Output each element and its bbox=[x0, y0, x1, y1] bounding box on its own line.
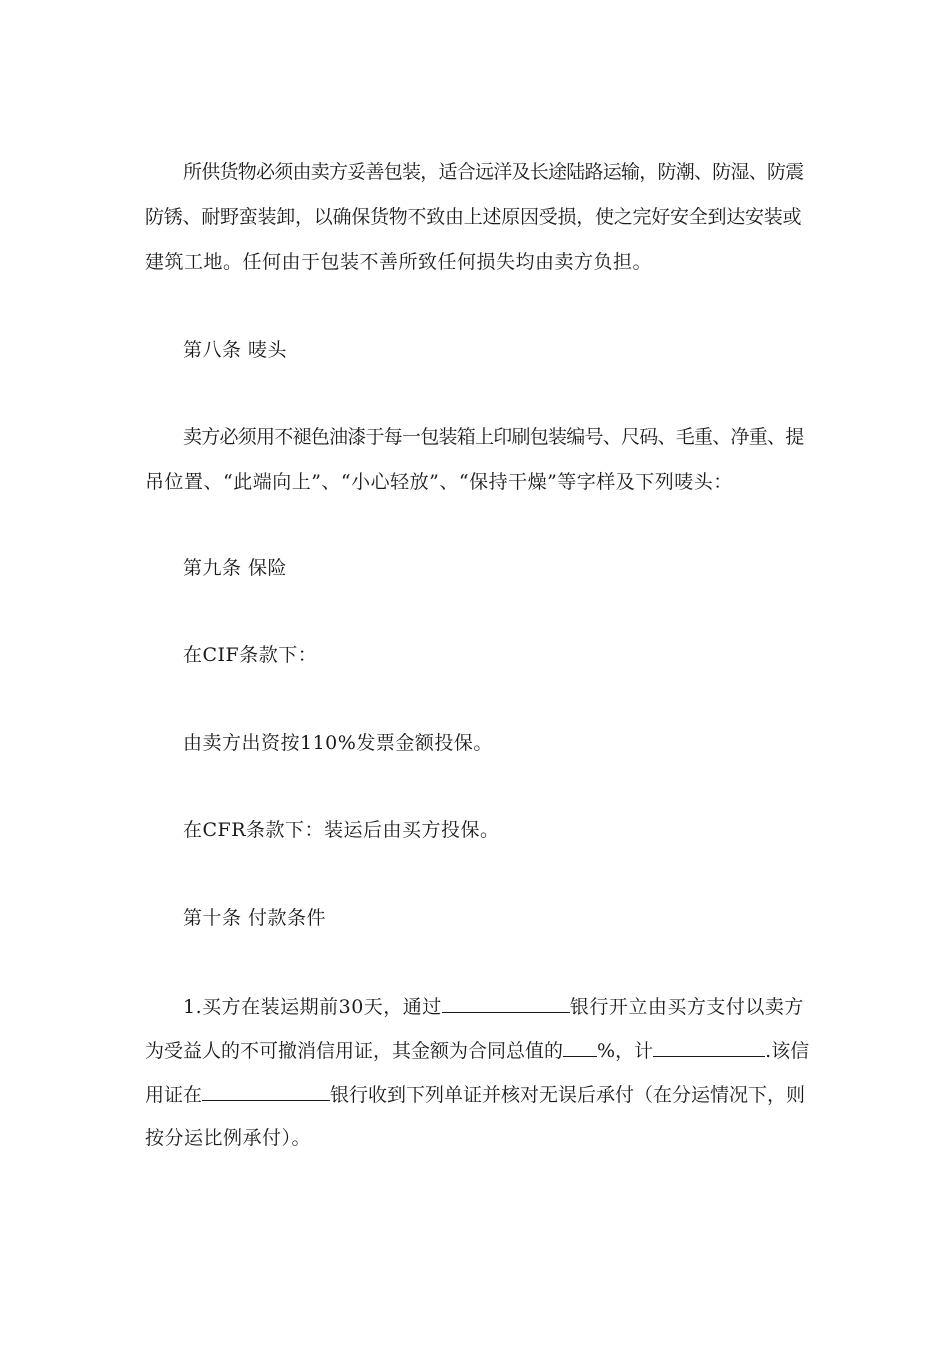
payment-text-g: 银行收到下列单证并核对无误后承付（在分运情况下，则 bbox=[330, 1084, 806, 1106]
percent-blank bbox=[563, 1038, 597, 1057]
packing-line-2: 防锈、耐野蛮装卸，以确保货物不致由上述原因受损，使之完好安全到达安装或 bbox=[145, 206, 802, 228]
payment-text-d: %，计 bbox=[597, 1040, 654, 1062]
article-10-heading: 第十条 付款条件 bbox=[183, 907, 327, 929]
article-8-line-1: 卖方必须用不褪色油漆于每一包装箱上印刷包装编号、尺码、毛重、净重、提 bbox=[183, 426, 804, 448]
cif-label: 在CIF条款下： bbox=[183, 644, 318, 666]
cfr-text: 在CFR条款下：装运后由买方投保。 bbox=[183, 819, 500, 841]
payment-line-2 bbox=[145, 1038, 809, 1063]
amount-blank bbox=[653, 1038, 765, 1057]
payment-line-1 bbox=[183, 994, 809, 1019]
payment-text-a: 1.买方在装运期前30天，通过 bbox=[183, 996, 442, 1018]
article-8-line-2: 吊位置、“此端向上”、“小心轻放”、“保持干燥”等字样及下列唛头： bbox=[145, 471, 733, 493]
article-8-heading: 第八条 唛头 bbox=[183, 339, 288, 361]
payment-line-4: 按分运比例承付）。 bbox=[145, 1127, 312, 1149]
payment-line-3 bbox=[145, 1082, 809, 1107]
receiving-bank-blank bbox=[202, 1082, 330, 1101]
payment-text-b: 银行开立由买方支付以卖方 bbox=[569, 996, 804, 1018]
article-9-heading: 第九条 保险 bbox=[183, 557, 288, 579]
payment-text-f: 用证在 bbox=[145, 1084, 203, 1106]
packing-line-3: 建筑工地。任何由于包装不善所致任何损失均由卖方负担。 bbox=[145, 251, 653, 273]
bank-blank bbox=[442, 994, 570, 1013]
payment-text-e: .该信 bbox=[765, 1040, 810, 1062]
packing-line-1: 所供货物必须由卖方妥善包装，适合远洋及长途陆路运输，防潮、防湿、防震 bbox=[183, 161, 804, 183]
cif-text: 由卖方出资按110%发票金额投保。 bbox=[183, 732, 493, 754]
payment-text-c: 为受益人的不可撤消信用证，其金额为合同总值的 bbox=[145, 1040, 564, 1062]
